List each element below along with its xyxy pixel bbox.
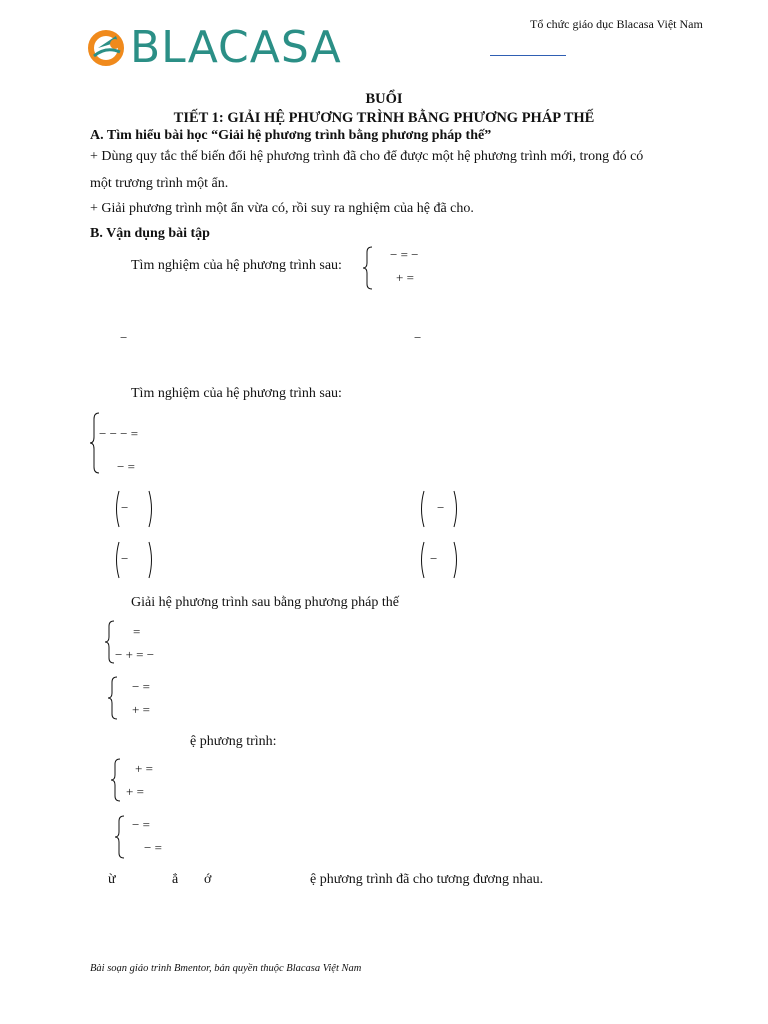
section-a-heading: A. Tìm hiểu bài học “Giải hệ phương trình bằng phương pháp thế”: [90, 128, 492, 143]
matrix-minus: −: [121, 551, 129, 566]
matrix-minus: −: [430, 551, 438, 566]
header-underline: [490, 55, 566, 56]
exercise4b-equation-row1: − =: [132, 817, 150, 832]
lesson-title: BUỔI: [365, 91, 403, 107]
footer-copyright: Bài soạn giáo trình Bmentor, bản quyền thuộc Blacasa Việt Nam: [90, 963, 362, 974]
section-a-bullet1-line2: một trương trình một ẩn.: [90, 176, 229, 191]
exercise4-prompt: ệ phương trình:: [190, 734, 277, 749]
organization-name: Tổ chức giáo dục Blacasa Việt Nam: [530, 17, 703, 31]
matrix-minus: −: [437, 500, 445, 515]
exercise3-prompt: Giải hệ phương trình sau bằng phương pháp thế: [131, 595, 399, 610]
exercise2-equation-row2: − =: [117, 459, 135, 474]
logo-emblem-icon: [88, 26, 128, 70]
exercise1-right-minus: −: [414, 330, 422, 345]
section-a-bullet1-line1: + Dùng quy tắc thế biến đổi hệ phương trình đã cho để được một hệ phương trình mới, trong đó có: [90, 149, 644, 164]
exercise2-brace-icon: [89, 412, 101, 474]
exercise3a-equation-row2: − + = −: [115, 647, 155, 662]
exercise1-left-minus: −: [120, 330, 128, 345]
exercise4b-brace-icon: [114, 815, 126, 859]
exercise3b-equation-row2: + =: [132, 702, 150, 717]
lesson-subtitle: TIẾT 1: GIẢI HỆ PHƯƠNG TRÌNH BẰNG PHƯƠNG PHÁP THẾ: [173, 110, 595, 126]
exercise4b-equation-row2: − =: [144, 840, 162, 855]
final-fragment-3: ớ: [204, 872, 212, 887]
exercise1-equation-row2: + =: [396, 270, 414, 285]
exercise4a-equation-row1: + =: [135, 761, 153, 776]
logo-text: BLACASA: [130, 22, 342, 73]
exercise2-prompt: Tìm nghiệm của hệ phương trình sau:: [131, 386, 342, 401]
exercise3b-equation-row1: − =: [132, 679, 150, 694]
section-a-bullet2: + Giải phương trình một ẩn vừa có, rồi suy ra nghiệm của hệ đã cho.: [90, 201, 474, 216]
exercise2-equation-row1: − − − =: [99, 426, 139, 441]
exercise4a-brace-icon: [110, 758, 122, 802]
exercise1-brace-icon: [362, 246, 374, 290]
final-conclusion-text: ệ phương trình đã cho tương đương nhau.: [310, 872, 544, 887]
paren-pair-icon: [113, 490, 155, 528]
exercise1-prompt: Tìm nghiệm của hệ phương trình sau:: [131, 258, 342, 273]
exercise4a-equation-row2: + =: [126, 784, 144, 799]
section-b-heading: B. Vận dụng bài tập: [90, 226, 210, 241]
final-fragment-1: ừ: [108, 872, 116, 887]
exercise3a-equation-row1: =: [133, 624, 141, 639]
final-fragment-2: ẳ: [172, 872, 179, 887]
exercise1-equation-row1: − = −: [390, 247, 419, 262]
paren-pair-icon: [418, 541, 460, 579]
exercise3b-brace-icon: [107, 676, 119, 720]
matrix-minus: −: [121, 500, 129, 515]
paren-pair-icon: [113, 541, 155, 579]
blacasa-logo: [88, 22, 342, 74]
